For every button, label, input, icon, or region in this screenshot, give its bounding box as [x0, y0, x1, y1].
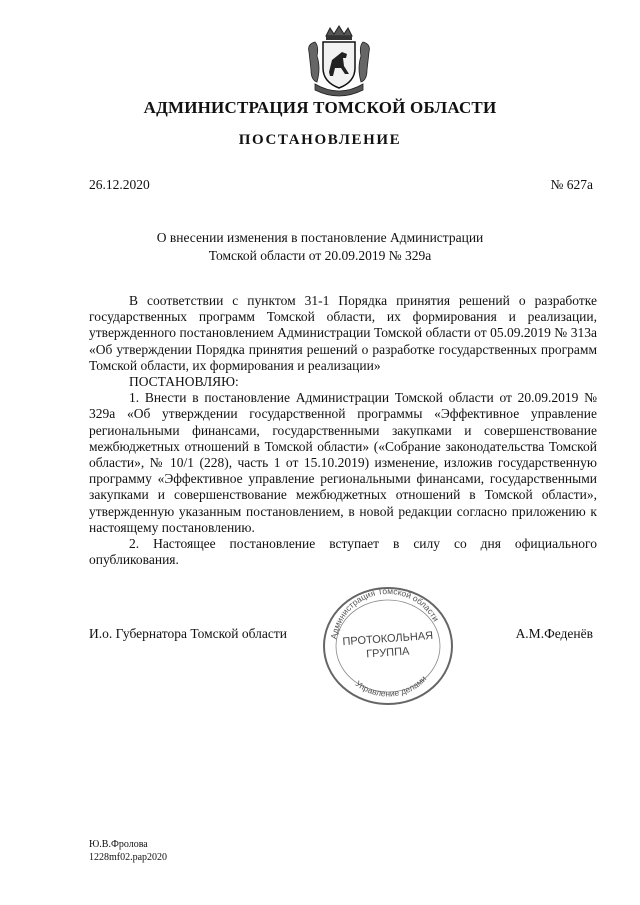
footer-author: Ю.В.Фролова	[89, 839, 148, 850]
stamp-ring-text: Администрация Томской области	[328, 585, 442, 640]
stamp-center-line-1: ПРОТОКОЛЬНАЯ	[342, 629, 434, 649]
footer-file-code: 1228mf02.pap2020	[89, 852, 168, 863]
document-body	[89, 293, 597, 568]
preamble-paragraph: В соответствии с пунктом 31-1 Порядка принятия решений о разработке государственных программ Томской области, их формирования и реализации, утвержденного постановлением Администрации Томской области от 05.09.2019 № 313а «Об утверждении Порядка принятия решений о разработке государственных программ Томской области, их формирования и реализации»	[89, 293, 597, 373]
organization-title: АДМИНИСТРАЦИЯ ТОМСКОЙ ОБЛАСТИ	[143, 98, 497, 117]
coat-of-arms-emblem	[299, 22, 379, 102]
signatory-position: И.о. Губернатора Томской области	[89, 626, 287, 641]
item-1-paragraph: 1. Внести в постановление Администрации Томской области от 20.09.2019 № 329а «Об утверждении государственной программы «Эффективное управление региональными финансами, государственными закупками и совершенствование межбюджетных отношений в Томской области» («Собрание законодательства Томской области», № 10/1 (228), часть 1 от 15.10.2019) изменение, изложив государственную программу «Эффективное управление региональными финансами, государственными закупками и совершенствование межбюджетных отношений в Томской области», утвержденную указанным постановлением, в новой редакции согласно приложению к настоящему постановлению.	[89, 390, 597, 535]
item-2-paragraph: 2. Настоящее постановление вступает в силу со дня официального опубликования.	[89, 536, 597, 568]
document-type-title: ПОСТАНОВЛЕНИЕ	[238, 132, 402, 148]
signatory-name: А.М.Феденёв	[515, 626, 593, 641]
stamp-center-line-2: ГРУППА	[365, 645, 410, 661]
stamp-bottom-text: Управление делами	[353, 673, 429, 699]
document-number: № 627а	[550, 177, 593, 192]
protocol-stamp	[316, 580, 460, 708]
document-date: 26.12.2020	[89, 177, 150, 192]
document-footer	[89, 838, 167, 864]
subject-line-1: О внесении изменения в постановление Администрации	[156, 230, 484, 245]
decree-word: ПОСТАНОВЛЯЮ:	[129, 374, 239, 390]
subject-line-2: Томской области от 20.09.2019 № 329а	[208, 248, 432, 263]
document-subject	[0, 229, 640, 265]
